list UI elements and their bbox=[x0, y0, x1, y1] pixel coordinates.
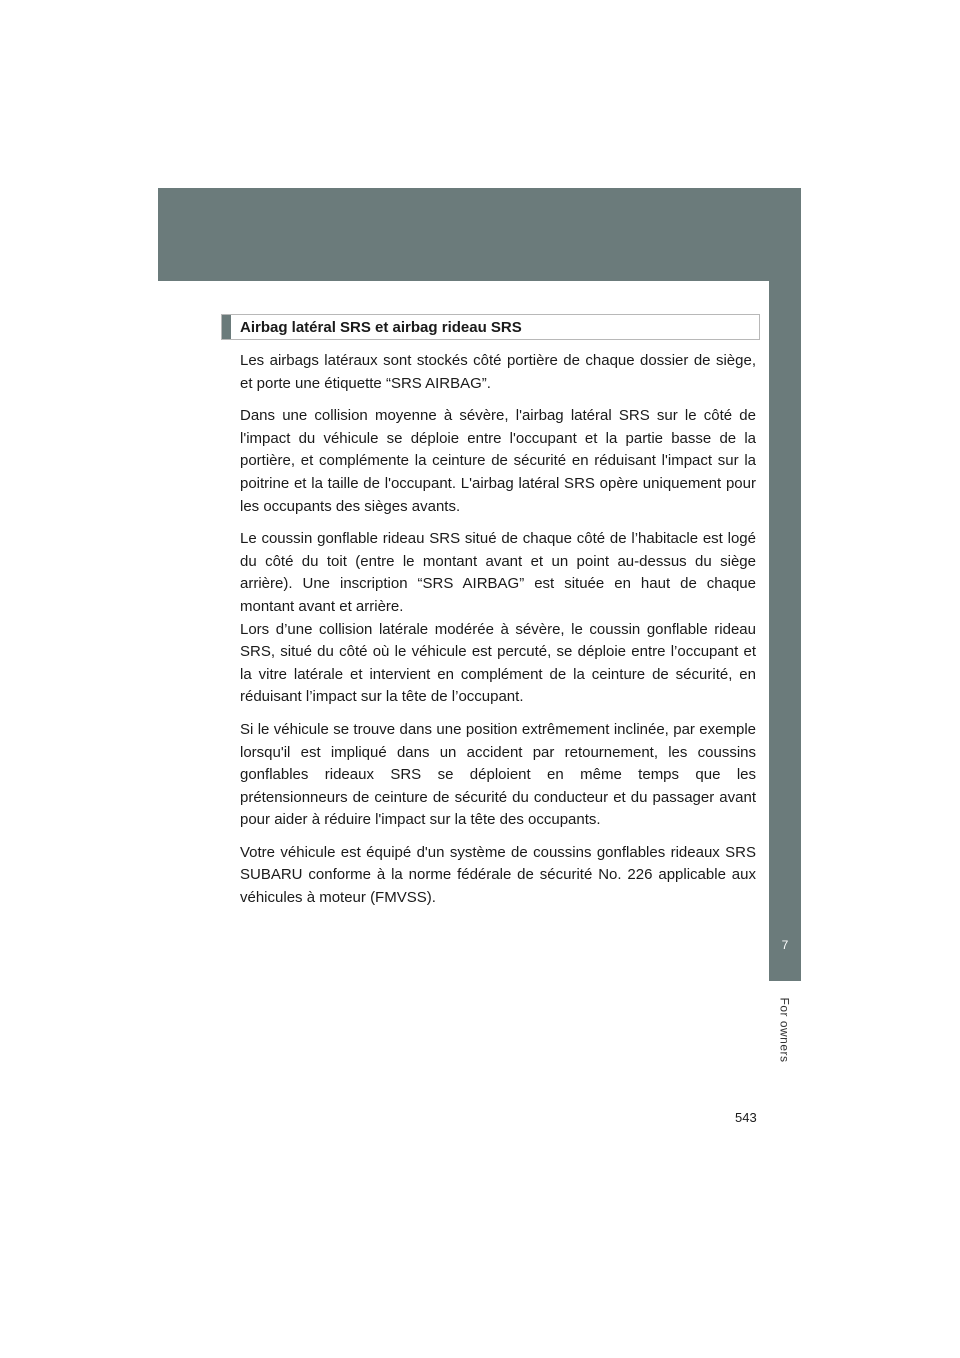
paragraph-side-airbag-storage: Les airbags latéraux sont stockés côté portière de chaque dossier de siège, et porte une étiquette “SRS AIRBAG”. bbox=[240, 352, 756, 392]
chapter-tab-bar bbox=[769, 281, 801, 908]
paragraph-fmvss-compliance: Votre véhicule est équipé d'un système de coussins gonflables rideaux SRS SUBARU conforme à la norme fédérale de sécurité No. 226 applicable aux véhicules à moteur (FMVSS). bbox=[240, 843, 756, 907]
section-heading bbox=[221, 314, 760, 340]
page-number: 543 bbox=[735, 1110, 757, 1125]
paragraph-curtain-airbag-location: Le coussin gonflable rideau SRS situé de chaque côté de l’habitacle est logé du côté du toit (entre le montant avant et un point au-dessus du siège arrière). Une inscription “SRS AIRBAG” est située en haut de chaque montant avant et arrière. bbox=[240, 530, 756, 615]
section-heading-marker bbox=[222, 315, 231, 339]
paragraph-rollover-deployment: Si le véhicule se trouve dans une position extrêmement inclinée, par exemple lorsqu'il est impliqué dans un accident par retournement, les coussins gonflables rideaux SRS se déploient en même temps que les prétensionneurs de ceinture de sécurité du conducteur et du passager avant pour aider à réduire l'impact sur la tête des occupants. bbox=[240, 720, 756, 829]
header-band bbox=[158, 188, 801, 281]
chapter-label: For owners bbox=[778, 997, 792, 1063]
chapter-label-container bbox=[762, 990, 808, 1070]
paragraph-side-airbag-deployment: Dans une collision moyenne à sévère, l'airbag latéral SRS sur le côté de l'impact du véhicule se déploie entre l'occupant et la partie basse de la portière, et complémente la ceinture de sécurité en réduisant l'impact sur la poitrine et la taille de l'occupant. L'airbag latéral SRS opère uniquement pour les occupants des sièges avants. bbox=[240, 407, 756, 515]
paragraph-curtain-airbag-deployment: Lors d’une collision latérale modérée à sévère, le coussin gonflable rideau SRS, situé du côté où le véhicule est percuté, se déploie entre l’occupant et la vitre latérale et intervient en complément de la ceinture de sécurité, en réduisant l’impact sur la tête de l’occupant. bbox=[240, 620, 756, 706]
chapter-number-tab[interactable] bbox=[769, 908, 801, 981]
body-content bbox=[240, 350, 756, 920]
chapter-number: 7 bbox=[781, 937, 789, 952]
section-title: Airbag latéral SRS et airbag rideau SRS bbox=[240, 318, 522, 336]
